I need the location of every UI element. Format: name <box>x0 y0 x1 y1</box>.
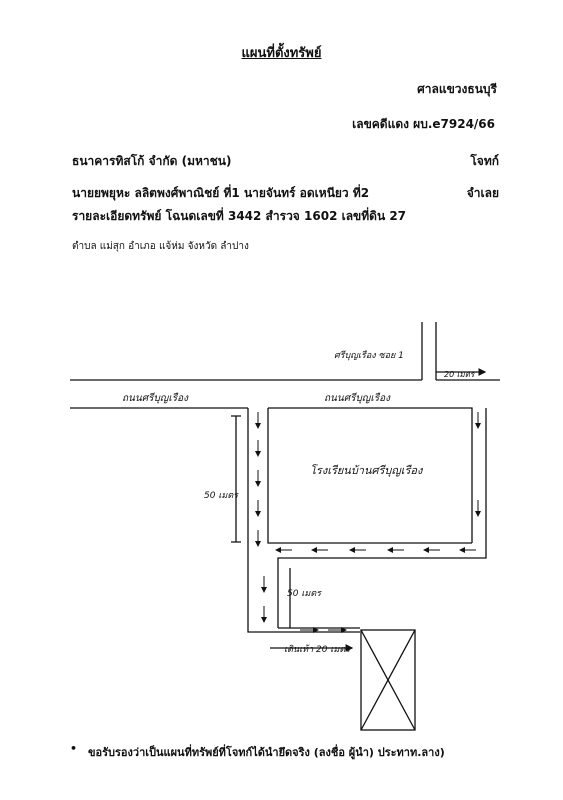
branch-road-label: ศรีบุญเรือง ซอย 1 <box>334 351 404 361</box>
distance-label-side: 50 เมตร <box>204 491 239 501</box>
case-number: เลขคดีแดง ผบ.e7924/66 <box>352 117 495 131</box>
road-label-left: ถนนศรีบุญเรือง <box>122 393 188 404</box>
property-details: รายละเอียดทรัพย์ โฉนดเลขที่ 3442 สำรวจ 1602 เลขที่ดิน 27 <box>72 209 407 223</box>
certification-statement: ขอรับรองว่าเป็นแผนที่ทรัพย์ที่โจทก์ได้นำยึดจริง (ลงชื่อ ผู้นำ) ประทาท.ลาง) <box>88 746 445 759</box>
document-title: แผนที่ตั้งทรัพย์ <box>241 46 322 61</box>
plaintiff-role: โจทก์ <box>470 154 499 168</box>
school-label: โรงเรียนบ้านศรีบุญเรือง <box>310 464 423 477</box>
defendant-role: จำเลย <box>466 186 499 200</box>
court-name: ศาลแขวงธนบุรี <box>417 82 497 96</box>
bullet-mark: • <box>70 742 78 755</box>
road-label-right: ถนนศรีบุญเรือง <box>324 393 390 404</box>
plaintiff-name: ธนาคารทิสโก้ จำกัด (มหาชน) <box>72 154 232 168</box>
defendant-names: นายยพยุหะ ลลิตพงศ์พาณิชย์ ที่1 นายจันทร์ อดเหนียว ที่2 <box>72 186 370 200</box>
distance-label-bottom: เดินเท้า 20 เมตร <box>284 645 350 655</box>
property-location: ตำบล แม่สุก อำเภอ แจ้ห่ม จังหวัด ลำปาง <box>72 241 249 252</box>
distance-label-top: 20 เมตร <box>444 370 475 379</box>
distance-label-middle: 50 เมตร <box>287 589 322 599</box>
